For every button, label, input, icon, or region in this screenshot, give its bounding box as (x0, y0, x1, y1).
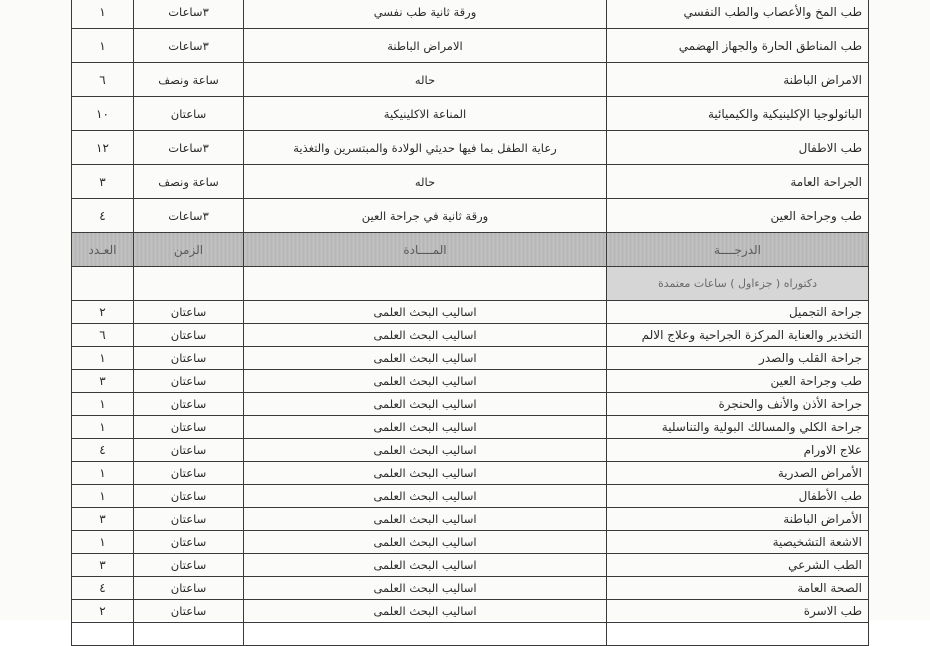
table-row (72, 462, 869, 485)
subject-cell: اساليب البحث العلمى (244, 301, 607, 324)
count-cell (72, 623, 134, 646)
time-cell: ٣ساعات (134, 0, 244, 29)
subject-cell: اساليب البحث العلمى (244, 370, 607, 393)
table-row (72, 301, 869, 324)
time-cell: ساعتان (134, 439, 244, 462)
count-cell: ١ (72, 347, 134, 370)
subject-cell: اساليب البحث العلمى (244, 347, 607, 370)
upper-rows (72, 0, 869, 233)
time-cell: ساعتان (134, 324, 244, 347)
subject-cell: اساليب البحث العلمى (244, 439, 607, 462)
table-row (72, 370, 869, 393)
section-row (72, 267, 869, 301)
count-cell: ٣ (72, 370, 134, 393)
table-header (72, 233, 869, 301)
subject-cell: اساليب البحث العلمى (244, 508, 607, 531)
time-cell: ساعتان (134, 462, 244, 485)
subject-cell: اساليب البحث العلمى (244, 577, 607, 600)
table-row (72, 554, 869, 577)
count-cell: ١ (72, 531, 134, 554)
header-row (72, 233, 869, 267)
subject-cell: حاله (244, 63, 607, 97)
subject-cell: اساليب البحث العلمى (244, 531, 607, 554)
table-row (72, 199, 869, 233)
subject-cell: اساليب البحث العلمى (244, 554, 607, 577)
degree-cell: طب الاطفال (607, 131, 869, 165)
degree-cell: طب المناطق الحارة والجهاز الهضمي (607, 29, 869, 63)
degree-cell: طب المخ والأعصاب والطب النفسي (607, 0, 869, 29)
count-cell: ١٢ (72, 131, 134, 165)
degree-cell (607, 623, 869, 646)
subject-cell: اساليب البحث العلمى (244, 324, 607, 347)
count-cell: ١ (72, 462, 134, 485)
degree-cell: جراحة الكلي والمسالك البولية والتناسلية (607, 416, 869, 439)
subject-cell: اساليب البحث العلمى (244, 462, 607, 485)
time-cell: ساعتان (134, 97, 244, 131)
degree-cell: التخدير والعناية المركزة الجراحية وعلاج الالم (607, 324, 869, 347)
table-row (72, 623, 869, 646)
table-row (72, 324, 869, 347)
count-cell: ٣ (72, 165, 134, 199)
count-cell: ١ (72, 416, 134, 439)
degree-cell: الاشعة التشخيصية (607, 531, 869, 554)
subject-cell: حاله (244, 165, 607, 199)
section-empty-cell (72, 267, 134, 301)
table-row (72, 393, 869, 416)
time-cell: ساعتان (134, 301, 244, 324)
subject-cell: اساليب البحث العلمى (244, 393, 607, 416)
degree-cell: الباثولوجيا الإكلينيكية والكيميائية (607, 97, 869, 131)
count-cell: ٤ (72, 577, 134, 600)
header-subject: المــــادة (244, 233, 607, 267)
table-row (72, 508, 869, 531)
section-title: دكتوراه ( جزءاول ) ساعات معتمدة (607, 267, 869, 301)
section-empty-cell (134, 267, 244, 301)
degree-cell: الجراحة العامة (607, 165, 869, 199)
header-time: الزمن (134, 233, 244, 267)
header-count: العـدد (72, 233, 134, 267)
degree-cell: الامراض الباطنة (607, 63, 869, 97)
count-cell: ١ (72, 485, 134, 508)
subject-cell: ورقة ثانية في جراحة العين (244, 199, 607, 233)
table-row (72, 531, 869, 554)
time-cell: ساعتان (134, 485, 244, 508)
subject-cell: الامراض الباطنة (244, 29, 607, 63)
degree-cell: طب وجراحة العين (607, 199, 869, 233)
degree-cell: طب وجراحة العين (607, 370, 869, 393)
table-row (72, 131, 869, 165)
time-cell: ساعتان (134, 531, 244, 554)
time-cell: ساعة ونصف (134, 63, 244, 97)
exam-schedule-table (71, 0, 869, 646)
count-cell: ٦ (72, 63, 134, 97)
time-cell: ساعتان (134, 347, 244, 370)
subject-cell: رعاية الطفل بما فيها حديثي الولادة والمبتسرين والتغذية (244, 131, 607, 165)
table-row (72, 577, 869, 600)
header-degree: الدرجــــة (607, 233, 869, 267)
time-cell: ساعتان (134, 600, 244, 623)
count-cell: ٣ (72, 508, 134, 531)
degree-cell: الصحة العامة (607, 577, 869, 600)
subject-cell: اساليب البحث العلمى (244, 416, 607, 439)
count-cell: ١ (72, 29, 134, 63)
time-cell (134, 623, 244, 646)
count-cell: ١ (72, 393, 134, 416)
degree-cell: طب الاسرة (607, 600, 869, 623)
lower-rows (72, 301, 869, 646)
time-cell: ٣ساعات (134, 131, 244, 165)
time-cell: ساعتان (134, 554, 244, 577)
subject-cell: اساليب البحث العلمى (244, 485, 607, 508)
time-cell: ساعتان (134, 393, 244, 416)
time-cell: ساعتان (134, 577, 244, 600)
subject-cell: المناعة الاكلينيكية (244, 97, 607, 131)
count-cell: ٤ (72, 199, 134, 233)
degree-cell: جراحة القلب والصدر (607, 347, 869, 370)
table-row (72, 439, 869, 462)
degree-cell: علاج الاورام (607, 439, 869, 462)
time-cell: ساعتان (134, 508, 244, 531)
time-cell: ٣ساعات (134, 29, 244, 63)
count-cell: ٣ (72, 554, 134, 577)
count-cell: ٢ (72, 301, 134, 324)
subject-cell: ورقة ثانية طب نفسي (244, 0, 607, 29)
table-row (72, 416, 869, 439)
time-cell: ساعتان (134, 370, 244, 393)
degree-cell: جراحة التجميل (607, 301, 869, 324)
degree-cell: الأمراض الصدرية (607, 462, 869, 485)
count-cell: ٢ (72, 600, 134, 623)
count-cell: ٤ (72, 439, 134, 462)
degree-cell: جراحة الأذن والأنف والحنجرة (607, 393, 869, 416)
table-row (72, 347, 869, 370)
subject-cell: اساليب البحث العلمى (244, 600, 607, 623)
table-row (72, 63, 869, 97)
table-row (72, 0, 869, 29)
count-cell: ١ (72, 0, 134, 29)
count-cell: ١٠ (72, 97, 134, 131)
table-row (72, 485, 869, 508)
table-row (72, 97, 869, 131)
table-row (72, 165, 869, 199)
degree-cell: طب الأطفال (607, 485, 869, 508)
degree-cell: الطب الشرعي (607, 554, 869, 577)
table-row (72, 29, 869, 63)
section-empty-cell (244, 267, 607, 301)
time-cell: ساعة ونصف (134, 165, 244, 199)
subject-cell (244, 623, 607, 646)
time-cell: ٣ساعات (134, 199, 244, 233)
degree-cell: الأمراض الباطنة (607, 508, 869, 531)
table-row (72, 600, 869, 623)
count-cell: ٦ (72, 324, 134, 347)
time-cell: ساعتان (134, 416, 244, 439)
